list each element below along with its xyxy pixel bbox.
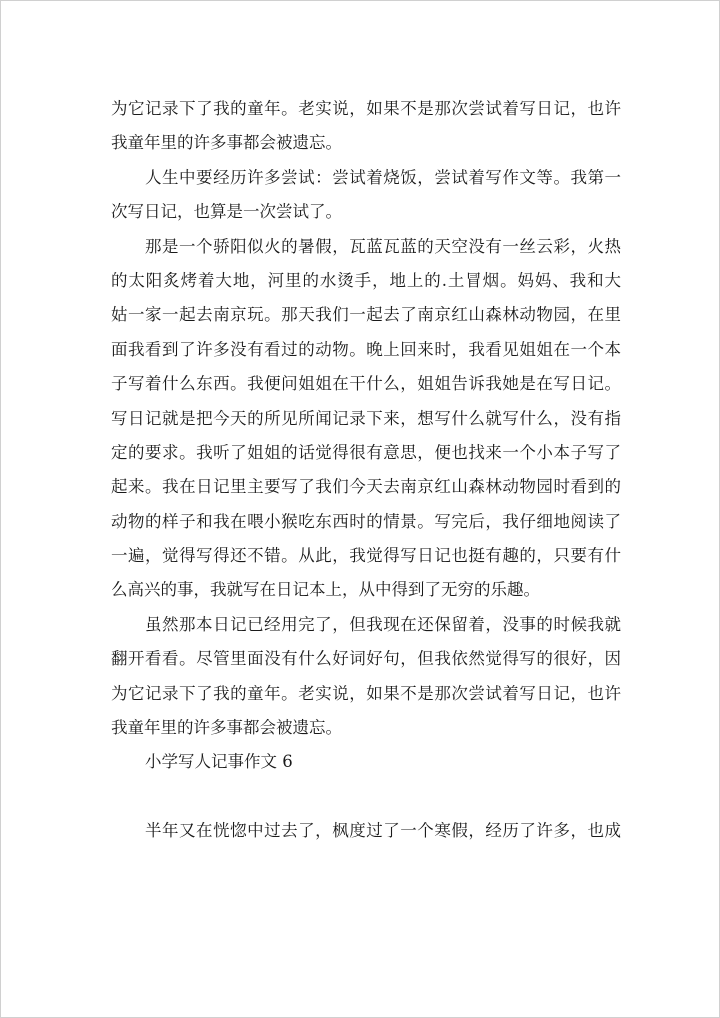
text-line: 面我看到了许多没有看过的动物。晚上回来时，我看见姐姐在一个本 [111,339,621,359]
paragraph-continuation [111,92,621,161]
text-line: 的太阳炙烤着大地，河里的水烫手，地上的.土冒烟。妈妈、我和大 [111,270,621,290]
paragraph-trying [111,161,621,230]
paragraph-diary-kept [111,608,621,746]
text-line: 为它记录下了我的童年。老实说，如果不是那次尝试着写日记，也许 [111,683,621,703]
document-body [111,92,621,849]
text-line: 动物的样子和我在喂小猴吃东西时的情景。写完后，我仔细地阅读了 [111,511,621,531]
last-paragraph-line: 半年又在恍惚中过去了，枫度过了一个寒假，经历了许多，也成 [145,821,621,841]
text-line: 一遍，觉得写得还不错。从此，我觉得写日记也挺有趣的，只要有什 [111,546,621,566]
paragraph-summer-trip [111,230,621,608]
text-line: 么高兴的事，我就写在日记本上，从中得到了无穷的乐趣。 [111,580,540,600]
text-line: 姑一家一起去南京玩。那天我们一起去了南京红山森林动物园，在里 [111,305,621,325]
text-line: 次写日记，也算是一次尝试了。 [111,202,342,222]
text-line: 子写着什么东西。我便问姐姐在干什么，姐姐告诉我她是在写日记。 [111,374,621,394]
section-title: 小学写人记事作文 6 [145,752,293,772]
text-line: 那是一个骄阳似火的暑假，瓦蓝瓦蓝的天空没有一丝云彩，火热 [145,236,621,256]
text-line: 定的要求。我听了姐姐的话觉得很有意思，便也找来一个小本子写了 [111,442,621,462]
blank-line [111,780,621,814]
text-line: 人生中要经历许多尝试：尝试着烧饭，尝试着写作文等。我第一 [145,167,621,187]
text-line: 我童年里的许多事都会被遗忘。 [111,718,342,738]
text-line: 虽然那本日记已经用完了，但我现在还保留着，没事的时候我就 [145,614,621,634]
text-line: 起来。我在日记里主要写了我们今天去南京红山森林动物园时看到的 [111,477,621,497]
text-line: 写日记就是把今天的所见所闻记录下来，想写什么就写什么，没有指 [111,408,621,428]
text-line: 翻开看看。尽管里面没有什么好词好句，但我依然觉得写的很好，因 [111,649,621,669]
text-line: 为它记录下了我的童年。老实说，如果不是那次尝试着写日记，也许 [111,99,621,118]
text-line: 我童年里的许多事都会被遗忘。 [111,133,342,153]
